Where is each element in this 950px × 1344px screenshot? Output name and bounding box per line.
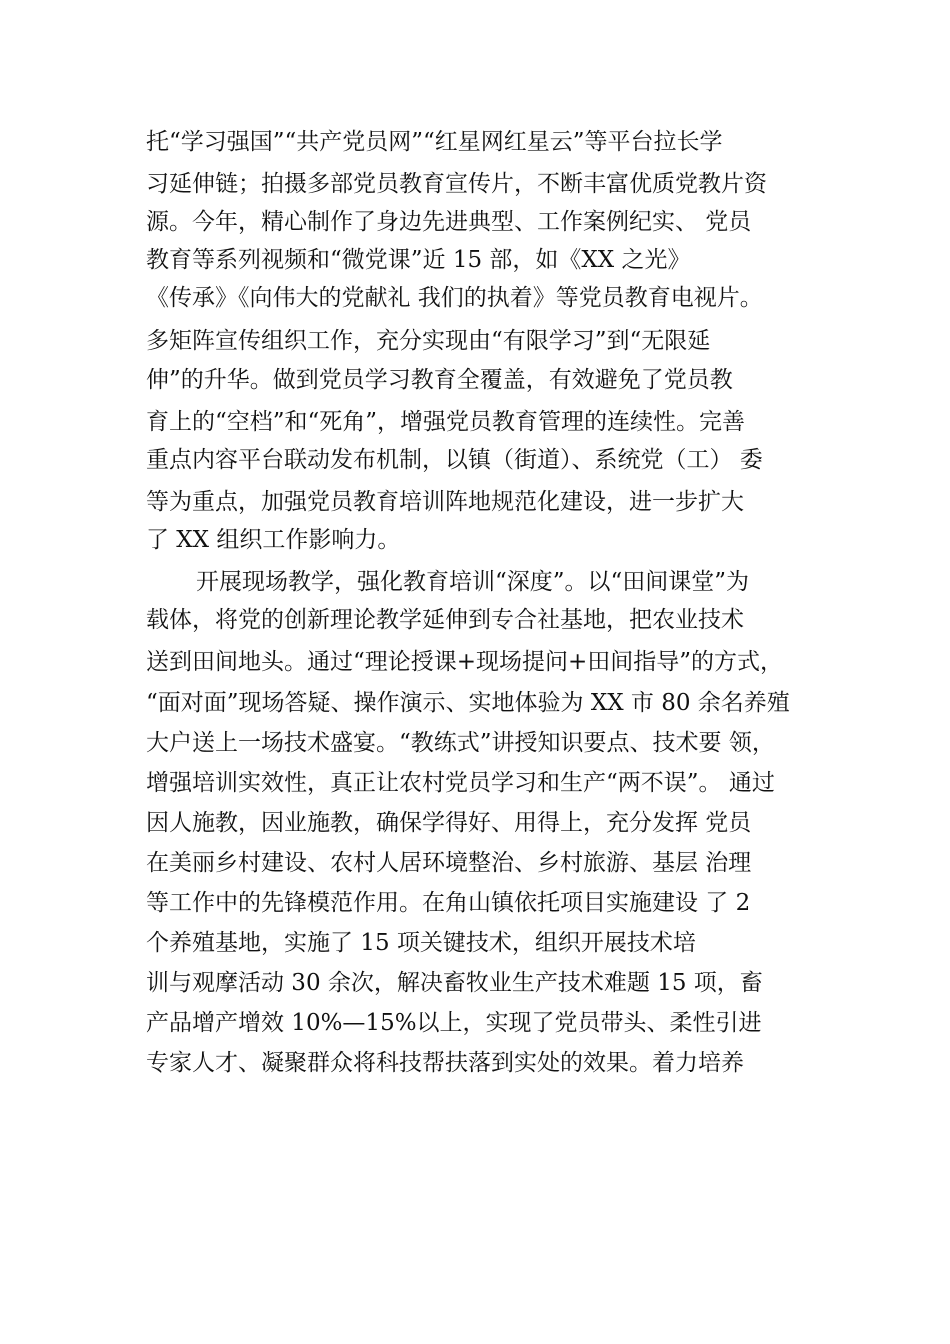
paragraph-line: 等为重点，加强党员教育培训阵地规范化建设，进一步扩大 [146, 489, 744, 515]
paragraph-line: 托“学习强国”“共产党员网”“红星网红星云”等平台拉长学 [146, 129, 723, 155]
paragraph-line: 因人施教，因业施教，确保学得好、用得上，充分发挥 党员 [146, 810, 752, 836]
paragraph-line: 习延伸链；拍摄多部党员教育宣传片，不断丰富优质党教片资 [146, 171, 767, 197]
paragraph-line: 训与观摩活动 30 余次，解决畜牧业生产技术难题 15 项，畜 [146, 970, 763, 996]
paragraph-line: 大户送上一场技术盛宴。“教练式”讲授知识要点、技术要 领， [146, 730, 775, 756]
paragraph-line: 源。今年，精心制作了身边先进典型、工作案例纪实、 党员 [146, 209, 752, 235]
paragraph-line: 在美丽乡村建设、农村人居环境整治、乡村旅游、基层 治理 [146, 850, 752, 876]
paragraph-line: 送到田间地头。通过“理论授课+现场提问+田间指导”的方式， [146, 649, 784, 675]
paragraph-line: 教育等系列视频和“微党课”近 15 部，如《XX 之光》 [146, 247, 691, 273]
paragraph-line: 产品增产增效 10%—15%以上，实现了党员带头、柔性引进 [146, 1010, 762, 1036]
paragraph-line: 伸”的升华。做到党员学习教育全覆盖，有效避免了党员教 [146, 367, 733, 393]
paragraph-line: 重点内容平台联动发布机制，以镇（街道）、系统党（工） 委 [146, 447, 763, 473]
paragraph-line: 增强培训实效性，真正让农村党员学习和生产“两不误”。 通过 [146, 770, 775, 796]
paragraph-line: 载体，将党的创新理论教学延伸到专合社基地，把农业技术 [146, 607, 744, 633]
paragraph-line: 多矩阵宣传组织工作，充分实现由“有限学习”到“无限延 [146, 328, 711, 354]
paragraph-line: 等工作中的先锋模范作用。在角山镇依托项目实施建设 了 2 [146, 890, 751, 916]
paragraph-line: 《传承》《向伟大的党献礼 我们的执着》等党员教育电视片。 [146, 285, 763, 311]
paragraph-line: 开展现场教学，强化教育培训“深度”。以“田间课堂”为 [196, 569, 750, 595]
paragraph-line: 专家人才、凝聚群众将科技帮扶落到实处的效果。着力培养 [146, 1050, 744, 1076]
paragraph-line: 育上的“空档”和“死角”，增强党员教育管理的连续性。完善 [146, 409, 746, 435]
paragraph-line: “面对面”现场答疑、操作演示、实地体验为 XX 市 80 余名养殖 [146, 690, 790, 716]
paragraph-line: 了 XX 组织工作影响力。 [146, 527, 401, 553]
paragraph-line: 个养殖基地，实施了 15 项关键技术，组织开展技术培 [146, 930, 696, 956]
